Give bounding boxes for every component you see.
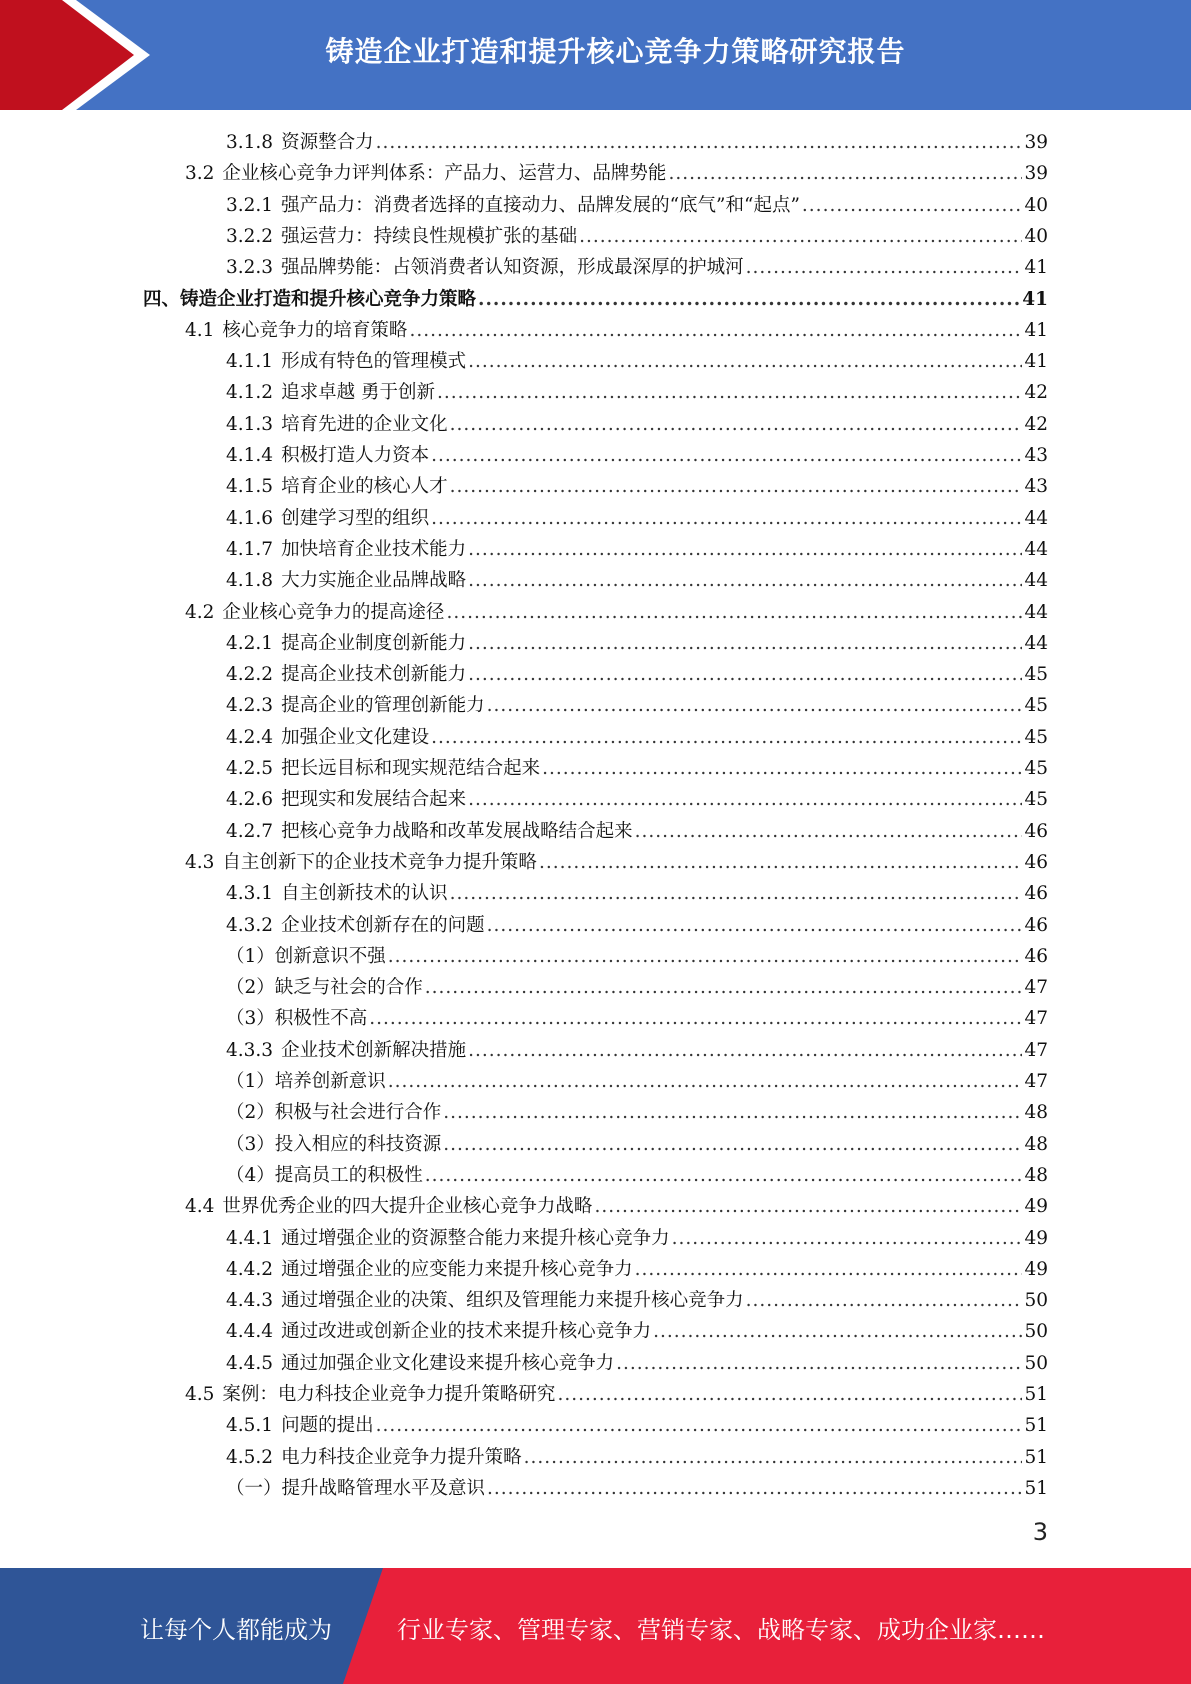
toc-entry-text: 企业技术创新解决措施 bbox=[281, 1039, 467, 1061]
toc-leader-dots bbox=[450, 409, 1023, 440]
toc-entry-number: 4.2.4 bbox=[226, 726, 274, 748]
toc-entry-text: 电力科技企业竞争力提升策略 bbox=[281, 1446, 522, 1468]
toc-leader-dots bbox=[542, 753, 1022, 784]
toc-entry[interactable] bbox=[185, 1191, 1048, 1222]
toc-entry-number: 4.2.7 bbox=[226, 820, 274, 842]
toc-leader-dots bbox=[376, 1410, 1023, 1441]
toc-leader-dots bbox=[388, 941, 1023, 972]
toc-entry[interactable] bbox=[226, 409, 1048, 440]
toc-entry[interactable] bbox=[226, 941, 1048, 972]
toc-leader-dots bbox=[425, 972, 1023, 1003]
toc-entry-number: 4.3.2 bbox=[226, 914, 274, 936]
toc-entry[interactable] bbox=[226, 1410, 1048, 1441]
toc-entry-number: 4.4.1 bbox=[226, 1227, 274, 1249]
toc-entry-label bbox=[185, 315, 407, 346]
toc-entry-label bbox=[226, 1316, 651, 1347]
toc-entry-label bbox=[226, 503, 429, 534]
toc-entry-number: 4.3.1 bbox=[226, 883, 274, 905]
toc-entry-text: 企业技术创新存在的问题 bbox=[281, 914, 485, 936]
toc-entry-page: 42 bbox=[1024, 413, 1048, 435]
toc-entry-page: 51 bbox=[1024, 1415, 1048, 1437]
toc-entry-page: 39 bbox=[1024, 163, 1048, 185]
toc-entry-label bbox=[226, 941, 386, 972]
toc-entry-label bbox=[226, 878, 448, 909]
toc-leader-dots bbox=[594, 1191, 1022, 1222]
toc-entry-label bbox=[185, 1379, 555, 1410]
toc-entry[interactable] bbox=[226, 252, 1048, 283]
toc-entry-number: 4.2.6 bbox=[226, 789, 274, 811]
page-footer bbox=[0, 1568, 1191, 1684]
toc-entry-label bbox=[226, 221, 577, 252]
toc-entry-page: 48 bbox=[1024, 1102, 1048, 1124]
toc-entry-number: 3.2.1 bbox=[226, 194, 274, 216]
toc-entry[interactable] bbox=[226, 377, 1048, 408]
toc-entry[interactable] bbox=[226, 1003, 1048, 1034]
toc-leader-dots bbox=[478, 284, 1020, 315]
toc-entry-label bbox=[226, 816, 633, 847]
toc-leader-dots bbox=[468, 659, 1022, 690]
toc-entry-page: 41 bbox=[1024, 351, 1048, 373]
toc-entry-page: 43 bbox=[1024, 476, 1048, 498]
toc-entry-page: 41 bbox=[1024, 319, 1048, 341]
toc-entry-text: 通过增强企业的决策、组织及管理能力来提升核心竞争力 bbox=[281, 1290, 744, 1312]
toc-leader-dots bbox=[579, 221, 1022, 252]
toc-entry-number: 4.2 bbox=[185, 601, 215, 623]
toc-entry[interactable] bbox=[226, 471, 1048, 502]
toc-entry[interactable] bbox=[226, 784, 1048, 815]
toc-entry-text: （1）培养创新意识 bbox=[226, 1071, 386, 1092]
toc-leader-dots bbox=[468, 1035, 1022, 1066]
toc-entry-number: 4.3 bbox=[185, 851, 215, 873]
toc-entry-page: 47 bbox=[1024, 1008, 1048, 1030]
toc-entry-number: 4.2.3 bbox=[226, 695, 274, 717]
toc-entry-label bbox=[185, 1191, 592, 1222]
toc-entry-page: 45 bbox=[1024, 726, 1048, 748]
toc-leader-dots bbox=[539, 847, 1023, 878]
toc-entry-label bbox=[226, 1410, 374, 1441]
toc-entry[interactable] bbox=[226, 690, 1048, 721]
toc-entry-text: 加快培育企业技术能力 bbox=[281, 538, 467, 560]
toc-entry-label bbox=[226, 722, 429, 753]
toc-entry-page: 39 bbox=[1024, 132, 1048, 153]
toc-entry-label bbox=[143, 284, 476, 315]
toc-entry-label bbox=[226, 1473, 485, 1504]
toc-entry-page: 46 bbox=[1024, 851, 1048, 873]
toc-leader-dots bbox=[450, 471, 1023, 502]
toc-entry[interactable] bbox=[143, 284, 1048, 315]
toc-entry-page: 44 bbox=[1024, 507, 1048, 529]
toc-entry[interactable] bbox=[226, 1348, 1048, 1379]
footer-slogan: 让每个人都能成为 bbox=[140, 1616, 332, 1644]
toc-leader-dots bbox=[446, 597, 1022, 628]
toc-entry-text: 通过增强企业的应变能力来提升核心竞争力 bbox=[281, 1258, 633, 1280]
toc-entry-text: （3）投入相应的科技资源 bbox=[226, 1133, 442, 1155]
toc-leader-dots bbox=[746, 252, 1023, 283]
toc-entry-page: 44 bbox=[1024, 538, 1048, 560]
toc-entry-text: 提高企业的管理创新能力 bbox=[281, 695, 485, 717]
toc-entry-label bbox=[226, 753, 540, 784]
toc-leader-dots bbox=[369, 1003, 1022, 1034]
toc-entry-number: 4.2.1 bbox=[226, 632, 274, 654]
toc-entry-number: 4.2.2 bbox=[226, 664, 274, 686]
toc-entry-text: 企业核心竞争力评判体系：产品力、运营力、品牌势能 bbox=[222, 163, 667, 185]
toc-leader-dots bbox=[668, 158, 1022, 189]
toc-entry-text: （一）提升战略管理水平及意识 bbox=[226, 1477, 486, 1499]
toc-entry-text: 大力实施企业品牌战略 bbox=[281, 570, 467, 592]
toc-leader-dots bbox=[431, 440, 1022, 471]
toc-entry-text: 提高企业技术创新能力 bbox=[281, 664, 467, 686]
toc-entry-label bbox=[226, 1097, 441, 1128]
toc-entry-text: 案例：电力科技企业竞争力提升策略研究 bbox=[222, 1384, 556, 1405]
toc-entry-page: 44 bbox=[1024, 570, 1048, 592]
toc-entry-page: 46 bbox=[1024, 914, 1048, 936]
toc-leader-dots bbox=[443, 1097, 1022, 1128]
toc-entry[interactable] bbox=[226, 534, 1048, 565]
toc-entry-label bbox=[226, 910, 485, 941]
toc-leader-dots bbox=[409, 315, 1022, 346]
toc-entry-page: 49 bbox=[1024, 1196, 1048, 1218]
toc-entry-text: （3）积极性不高 bbox=[226, 1008, 368, 1030]
toc-entry[interactable] bbox=[226, 1473, 1048, 1504]
toc-entry-number: 4.4.2 bbox=[226, 1258, 274, 1280]
toc-entry-text: 四、铸造企业打造和提升核心竞争力策略 bbox=[143, 288, 477, 310]
document-title: 铸造企业打造和提升核心竞争力策略研究报告 bbox=[325, 35, 906, 68]
toc-entry-text: 形成有特色的管理模式 bbox=[281, 351, 467, 373]
toc-entry-text: 强品牌势能：占领消费者认知资源，形成最深厚的护城河 bbox=[281, 257, 744, 279]
toc-leader-dots bbox=[672, 1223, 1023, 1254]
toc-entry-page: 45 bbox=[1024, 758, 1048, 779]
toc-entry-number: 4.5.1 bbox=[226, 1415, 274, 1437]
toc-entry-label bbox=[226, 409, 448, 440]
toc-leader-dots bbox=[635, 816, 1023, 847]
toc-entry[interactable] bbox=[226, 1254, 1048, 1285]
toc-entry-label bbox=[226, 659, 466, 690]
toc-entry[interactable] bbox=[226, 1066, 1048, 1097]
toc-entry-label bbox=[226, 972, 423, 1003]
toc-entry-page: 50 bbox=[1024, 1352, 1048, 1374]
toc-entry[interactable] bbox=[226, 1316, 1048, 1347]
toc-leader-dots bbox=[635, 1254, 1023, 1285]
toc-entry-label bbox=[226, 1129, 441, 1160]
toc-entry-label bbox=[226, 1285, 744, 1316]
toc-entry-page: 44 bbox=[1024, 632, 1048, 654]
toc-entry[interactable] bbox=[226, 1442, 1048, 1473]
toc-entry[interactable] bbox=[226, 910, 1048, 941]
toc-entry-text: 提高企业制度创新能力 bbox=[281, 632, 467, 654]
toc-entry[interactable] bbox=[226, 878, 1048, 909]
toc-entry-number: 4.1.2 bbox=[226, 382, 274, 404]
toc-entry-text: 企业核心竞争力的提高途径 bbox=[222, 601, 445, 623]
toc-entry-text: 资源整合力 bbox=[281, 132, 374, 153]
toc-leader-dots bbox=[487, 1473, 1022, 1504]
toc-entry-number: 3.2 bbox=[185, 163, 215, 185]
toc-entry-number: 4.5.2 bbox=[226, 1446, 274, 1468]
toc-entry-page: 41 bbox=[1024, 257, 1048, 279]
toc-entry-text: 强运营力：持续良性规模扩张的基础 bbox=[281, 225, 578, 247]
toc-entry-page: 45 bbox=[1024, 664, 1048, 686]
page-header bbox=[0, 0, 1191, 110]
toc-leader-dots bbox=[443, 1129, 1022, 1160]
toc-entry[interactable] bbox=[226, 440, 1048, 471]
toc-entry-page: 49 bbox=[1024, 1258, 1048, 1280]
toc-entry-text: （4）提高员工的积极性 bbox=[226, 1164, 423, 1186]
toc-entry-text: 追求卓越 勇于创新 bbox=[281, 382, 435, 404]
toc-entry[interactable] bbox=[226, 753, 1048, 784]
toc-entry-number: 4.1.5 bbox=[226, 476, 274, 498]
toc-entry-page: 40 bbox=[1024, 194, 1048, 216]
toc-entry[interactable] bbox=[226, 972, 1048, 1003]
toc-entry-text: （2）缺乏与社会的合作 bbox=[226, 977, 423, 999]
toc-leader-dots bbox=[468, 346, 1022, 377]
toc-entry-text: 培育企业的核心人才 bbox=[281, 476, 448, 498]
toc-entry-number: 3.1.8 bbox=[226, 132, 274, 153]
toc-entry[interactable] bbox=[226, 503, 1048, 534]
toc-entry-page: 47 bbox=[1024, 1071, 1048, 1092]
toc-entry-text: 培育先进的企业文化 bbox=[281, 413, 448, 435]
toc-entry-page: 51 bbox=[1024, 1477, 1048, 1499]
page-number: 3 bbox=[1032, 1518, 1048, 1546]
toc-entry-page: 51 bbox=[1024, 1384, 1048, 1405]
toc-entry-page: 41 bbox=[1022, 288, 1048, 310]
toc-entry[interactable] bbox=[226, 659, 1048, 690]
toc-leader-dots bbox=[487, 690, 1023, 721]
toc-entry-number: 4.1.7 bbox=[226, 538, 274, 560]
toc-entry-label bbox=[185, 597, 444, 628]
toc-entry-label bbox=[185, 158, 666, 189]
toc-leader-dots bbox=[468, 628, 1022, 659]
toc-entry[interactable] bbox=[185, 597, 1048, 628]
toc-entry-label bbox=[185, 847, 537, 878]
toc-entry-text: 强产品力：消费者选择的直接动力、品牌发展的“底气”和“起点” bbox=[281, 194, 800, 216]
toc-entry[interactable] bbox=[226, 1129, 1048, 1160]
toc-entry-number: 4.1 bbox=[185, 319, 215, 341]
toc-entry[interactable] bbox=[226, 722, 1048, 753]
toc-leader-dots bbox=[437, 377, 1022, 408]
toc-entry-number: 4.1.3 bbox=[226, 413, 274, 435]
toc-entry-text: （1）创新意识不强 bbox=[226, 945, 386, 967]
toc-entry-number: 4.4.4 bbox=[226, 1321, 274, 1343]
toc-entry-page: 47 bbox=[1024, 1039, 1048, 1061]
toc-leader-dots bbox=[557, 1379, 1022, 1410]
toc-entry-text: 核心竞争力的培育策略 bbox=[222, 319, 408, 341]
toc-entry[interactable] bbox=[226, 816, 1048, 847]
toc-entry-number: 4.2.5 bbox=[226, 758, 274, 779]
toc-entry-number: 4.4.3 bbox=[226, 1290, 274, 1312]
toc-entry-text: 自主创新技术的认识 bbox=[281, 883, 448, 905]
toc-leader-dots bbox=[431, 722, 1022, 753]
toc-entry-label bbox=[226, 1254, 633, 1285]
toc-entry-text: 加强企业文化建设 bbox=[281, 726, 430, 748]
toc-leader-dots bbox=[431, 503, 1022, 534]
toc-entry-text: 自主创新下的企业技术竞争力提升策略 bbox=[222, 851, 537, 873]
toc-entry[interactable] bbox=[185, 315, 1048, 346]
toc-leader-dots bbox=[425, 1160, 1023, 1191]
toc-entry-label bbox=[226, 190, 800, 221]
toc-entry-label bbox=[226, 784, 466, 815]
toc-leader-dots bbox=[376, 127, 1023, 158]
toc-leader-dots bbox=[746, 1285, 1023, 1316]
toc-entry-text: 通过加强企业文化建设来提升核心竞争力 bbox=[281, 1352, 615, 1374]
toc-entry[interactable] bbox=[226, 628, 1048, 659]
toc-entry-number: 4.1.1 bbox=[226, 351, 274, 373]
toc-entry-label bbox=[226, 565, 466, 596]
toc-leader-dots bbox=[802, 190, 1023, 221]
toc-entry-text: 世界优秀企业的四大提升企业核心竞争力战略 bbox=[222, 1196, 593, 1218]
toc-leader-dots bbox=[653, 1316, 1022, 1347]
toc-entry-page: 46 bbox=[1024, 883, 1048, 905]
toc-entry[interactable] bbox=[226, 565, 1048, 596]
toc-entry-page: 47 bbox=[1024, 977, 1048, 999]
toc-entry-number: 4.5 bbox=[185, 1384, 215, 1405]
toc-entry-page: 43 bbox=[1024, 445, 1048, 466]
toc-entry-page: 45 bbox=[1024, 789, 1048, 811]
toc-entry[interactable] bbox=[226, 190, 1048, 221]
toc-entry-label bbox=[226, 1348, 614, 1379]
toc-entry-label bbox=[226, 1223, 670, 1254]
toc-entry-number: 4.1.4 bbox=[226, 445, 274, 466]
toc-leader-dots bbox=[388, 1066, 1023, 1097]
toc-entry-text: 积极打造人力资本 bbox=[281, 445, 430, 466]
toc-entry-text: 把长远目标和现实规范结合起来 bbox=[281, 758, 541, 779]
toc-entry-page: 51 bbox=[1024, 1446, 1048, 1468]
toc-entry-page: 48 bbox=[1024, 1133, 1048, 1155]
toc-entry[interactable] bbox=[226, 1035, 1048, 1066]
toc-leader-dots bbox=[468, 784, 1022, 815]
toc-entry-label bbox=[226, 377, 435, 408]
toc-entry-page: 45 bbox=[1024, 695, 1048, 717]
toc-entry-label bbox=[226, 440, 429, 471]
toc-entry-label bbox=[226, 127, 374, 158]
toc-entry-text: （2）积极与社会进行合作 bbox=[226, 1102, 442, 1124]
toc-entry-number: 4.3.3 bbox=[226, 1039, 274, 1061]
toc-entry-label bbox=[226, 1442, 522, 1473]
toc-entry-number: 4.4.5 bbox=[226, 1352, 274, 1374]
footer-roles: 行业专家、管理专家、营销专家、战略专家、成功企业家…… bbox=[397, 1616, 1045, 1644]
toc-entry-label bbox=[226, 471, 448, 502]
toc-entry-text: 创建学习型的组织 bbox=[281, 507, 430, 529]
toc-entry-label bbox=[226, 1160, 423, 1191]
toc-entry-page: 50 bbox=[1024, 1290, 1048, 1312]
toc-entry-number: 4.4 bbox=[185, 1196, 215, 1218]
toc-entry-text: 通过改进或创新企业的技术来提升核心竞争力 bbox=[281, 1321, 652, 1343]
toc-entry-page: 40 bbox=[1024, 225, 1048, 247]
toc-entry-label bbox=[226, 1066, 386, 1097]
toc-entry[interactable] bbox=[226, 1223, 1048, 1254]
toc-entry[interactable] bbox=[226, 1160, 1048, 1191]
toc-entry-text: 把现实和发展结合起来 bbox=[281, 789, 467, 811]
toc-leader-dots bbox=[468, 565, 1022, 596]
toc-leader-dots bbox=[487, 910, 1023, 941]
toc-leader-dots bbox=[468, 534, 1022, 565]
toc-entry[interactable] bbox=[185, 158, 1048, 189]
toc-entry-label bbox=[226, 346, 466, 377]
toc-entry-label bbox=[226, 1003, 367, 1034]
toc-entry[interactable] bbox=[185, 1379, 1048, 1410]
toc-entry-label bbox=[226, 628, 466, 659]
toc-entry-page: 48 bbox=[1024, 1164, 1048, 1186]
toc-entry[interactable] bbox=[226, 1097, 1048, 1128]
toc-entry-number: 3.2.3 bbox=[226, 257, 274, 279]
toc-entry-page: 46 bbox=[1024, 945, 1048, 967]
toc-entry-page: 42 bbox=[1024, 382, 1048, 404]
toc-entry-label bbox=[226, 252, 744, 283]
toc-entry[interactable] bbox=[226, 127, 1048, 158]
toc-entry-text: 把核心竞争力战略和改革发展战略结合起来 bbox=[281, 820, 633, 842]
toc-leader-dots bbox=[450, 878, 1023, 909]
toc-entry[interactable] bbox=[226, 221, 1048, 252]
toc-entry-page: 50 bbox=[1024, 1321, 1048, 1343]
toc-entry-label bbox=[226, 690, 485, 721]
toc-leader-dots bbox=[616, 1348, 1022, 1379]
toc-entry-label bbox=[226, 534, 466, 565]
toc-entry-page: 49 bbox=[1024, 1227, 1048, 1249]
toc-entry[interactable] bbox=[226, 1285, 1048, 1316]
toc-entry[interactable] bbox=[226, 346, 1048, 377]
toc-entry-text: 问题的提出 bbox=[281, 1415, 374, 1437]
toc-entry-label bbox=[226, 1035, 466, 1066]
toc-entry-text: 通过增强企业的资源整合能力来提升核心竞争力 bbox=[281, 1227, 670, 1249]
toc-entry[interactable] bbox=[185, 847, 1048, 878]
toc-entry-number: 4.1.6 bbox=[226, 507, 274, 529]
toc-entry-number: 4.1.8 bbox=[226, 570, 274, 592]
toc-entry-number: 3.2.2 bbox=[226, 225, 274, 247]
toc-entry-page: 44 bbox=[1024, 601, 1048, 623]
toc-entry-page: 46 bbox=[1024, 820, 1048, 842]
toc-leader-dots bbox=[524, 1442, 1023, 1473]
